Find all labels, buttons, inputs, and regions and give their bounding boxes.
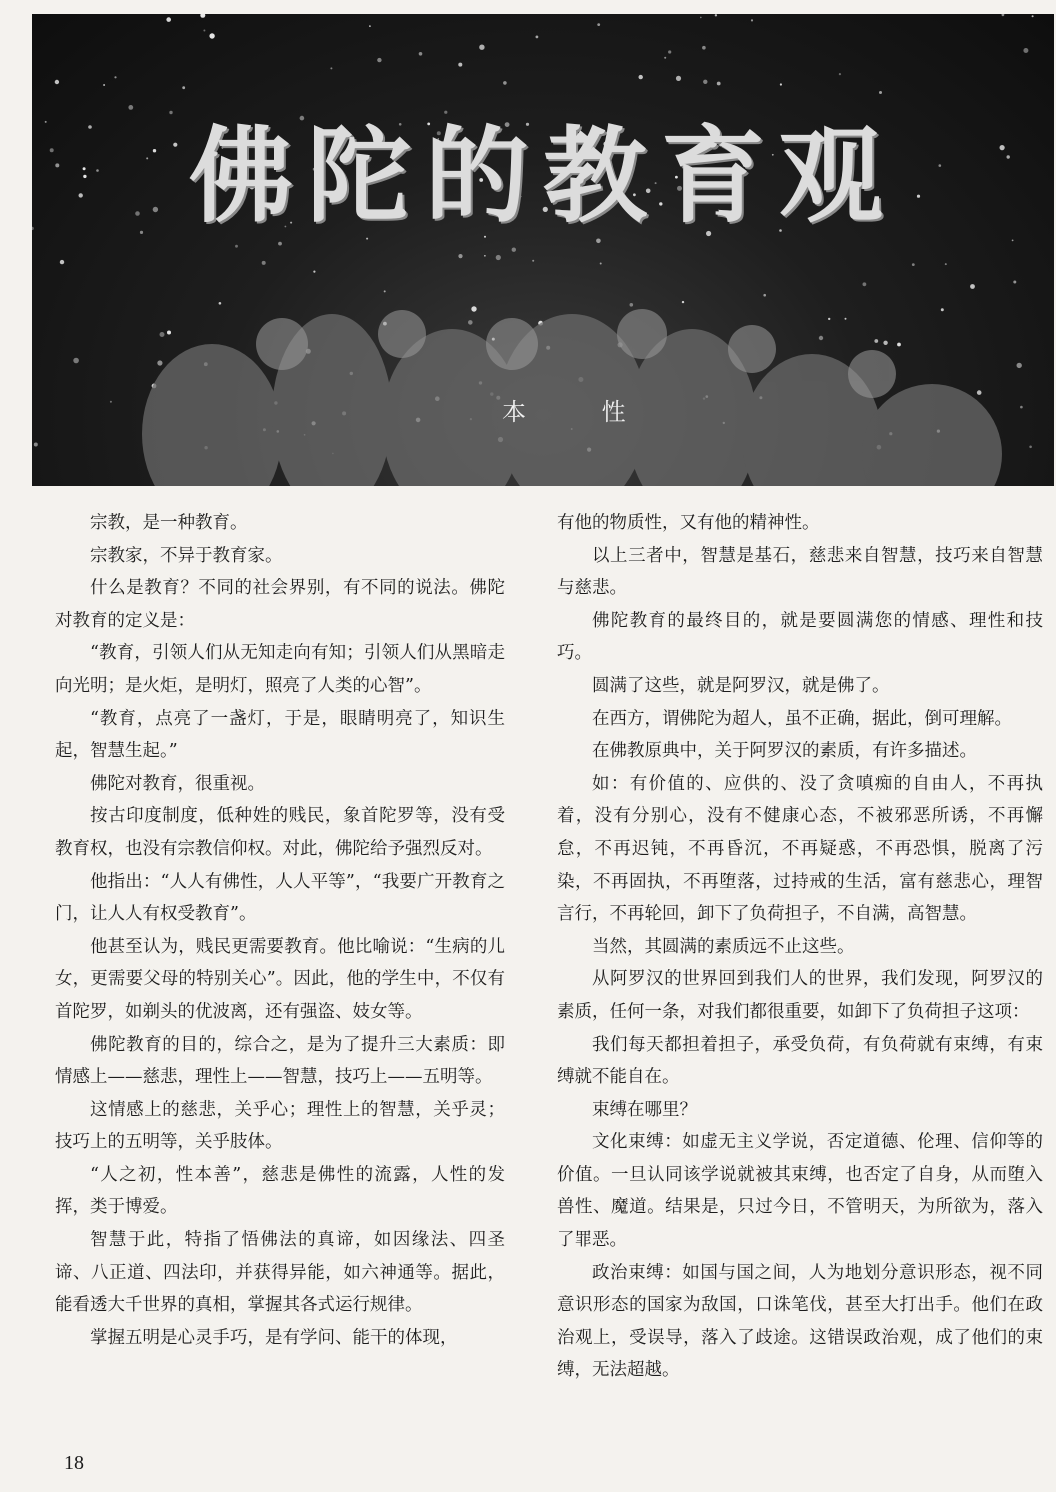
author-name: 本 性 bbox=[502, 398, 660, 426]
star-dot bbox=[819, 336, 823, 340]
star-dot bbox=[897, 343, 901, 347]
star-dot bbox=[751, 19, 753, 21]
star-dot bbox=[532, 260, 534, 262]
star-dot bbox=[200, 14, 205, 18]
paragraph: 按古印度制度，低种姓的贱民，象首陀罗等，没有受教育权，也没有宗教信仰权。对此，佛陀给予强烈反对。 bbox=[55, 806, 505, 859]
star-dot bbox=[828, 318, 830, 320]
star-dot bbox=[536, 36, 539, 39]
paragraph: 宗教家，不异于教育家。 bbox=[90, 545, 283, 566]
paragraph: 在佛教原典中，关于阿罗汉的素质，有许多描述。 bbox=[592, 741, 977, 762]
star-dot bbox=[103, 84, 105, 86]
star-dot bbox=[839, 73, 841, 75]
right-text-column bbox=[557, 507, 1043, 1387]
star-dot bbox=[780, 83, 782, 85]
star-dot bbox=[676, 76, 681, 81]
star-dot bbox=[1029, 446, 1032, 449]
paragraph: 佛陀对教育，很重视。 bbox=[90, 773, 265, 794]
star-dot bbox=[278, 242, 282, 246]
star-dot bbox=[235, 245, 238, 248]
star-dot bbox=[763, 294, 766, 297]
star-dot bbox=[384, 290, 386, 292]
star-dot bbox=[479, 45, 484, 50]
star-dot bbox=[219, 302, 222, 305]
paragraph: 以上三者中，智慧是基石，慈悲来自智慧，技巧来自智慧与慈悲。 bbox=[557, 545, 1043, 599]
star-dot bbox=[209, 33, 214, 38]
star-dot bbox=[34, 443, 38, 447]
star-dot bbox=[55, 80, 59, 84]
star-dot bbox=[157, 360, 162, 365]
star-dot bbox=[330, 67, 332, 69]
paragraph: 当然，其圆满的素质远不止这些。 bbox=[592, 936, 855, 957]
star-dot bbox=[166, 17, 171, 22]
star-dot bbox=[1023, 48, 1028, 53]
star-dot bbox=[1013, 281, 1016, 284]
star-dot bbox=[630, 303, 634, 307]
star-dot bbox=[668, 50, 671, 53]
star-dot bbox=[468, 320, 473, 325]
paragraph: 这情感上的慈悲，关乎心；理性上的智慧，关乎灵；技巧上的五明等，关乎肢体。 bbox=[55, 1099, 505, 1153]
star-dot bbox=[702, 46, 706, 50]
paragraph: 什么是教育？不同的社会界别，有不同的说法。佛陀对教育的定义是： bbox=[55, 578, 505, 631]
star-dot bbox=[471, 306, 476, 311]
star-dot bbox=[167, 331, 171, 335]
paragraph: 我们每天都担着担子，承受负荷，有负荷就有束缚，有束缚就不能自在。 bbox=[557, 1034, 1043, 1088]
paragraph: 佛陀教育的目的，综合之，是为了提升三大素质：即情感上——慈悲，理性上——智慧，技巧上——五明等。 bbox=[55, 1034, 505, 1088]
star-dot bbox=[703, 80, 707, 84]
paragraph: 宗教，是一种教育。 bbox=[90, 513, 248, 533]
star-dot bbox=[313, 271, 315, 273]
star-dot bbox=[945, 263, 947, 265]
star-dot bbox=[503, 81, 507, 85]
star-dot bbox=[369, 25, 371, 27]
paragraph: 圆满了这些，就是阿罗汉，就是佛了。 bbox=[592, 675, 890, 696]
star-dot bbox=[377, 58, 381, 62]
star-dot bbox=[1002, 14, 1005, 16]
star-dot bbox=[458, 254, 462, 258]
star-dot bbox=[114, 76, 116, 78]
page-number: 18 bbox=[64, 1452, 84, 1474]
paragraph: 他指出：“人人有佛性，人人平等”，“我要广开教育之门，让人人有权受教育”。 bbox=[55, 871, 505, 925]
star-dot bbox=[600, 263, 602, 265]
article-title: 佛陀的教育观 bbox=[188, 115, 897, 237]
left-text-column bbox=[55, 507, 505, 1354]
star-dot bbox=[717, 82, 721, 86]
paragraph: “教育，引领人们从无知走向有知；引领人们从黑暗走向光明；是火炬，是明灯，照亮了人类的心智”。 bbox=[55, 643, 505, 696]
star-dot bbox=[419, 52, 423, 56]
paragraph: 佛陀教育的最终目的，就是要圆满您的情感、理性和技巧。 bbox=[557, 610, 1043, 664]
star-dot bbox=[845, 318, 847, 320]
star-dot bbox=[700, 17, 702, 19]
star-dot bbox=[60, 260, 64, 264]
paragraph: “人之初，性本善”，慈悲是佛性的流露，人性的发挥，类于博爱。 bbox=[55, 1164, 505, 1218]
star-dot bbox=[664, 57, 666, 59]
star-dot bbox=[496, 255, 501, 260]
star-dot bbox=[715, 14, 717, 16]
paragraph: 从阿罗汉的世界回到我们人的世界，我们发现，阿罗汉的素质，任何一条，对我们都很重要，如卸下了负荷担子这项： bbox=[557, 969, 1043, 1022]
paragraph: 智慧于此，特指了悟佛法的真谛，如因缘法、四圣谛、八正道、四法印，并获得异能，如六神通等。据此，能看透大千世界的真相，掌握其各式运行规律。 bbox=[55, 1230, 505, 1316]
header-photo-banner bbox=[32, 14, 1054, 486]
star-dot bbox=[874, 339, 878, 343]
star-dot bbox=[1020, 406, 1023, 409]
star-dot bbox=[977, 390, 982, 395]
star-dot bbox=[203, 30, 205, 32]
paragraph: “教育，点亮了一盏灯，于是，眼睛明亮了，知识生起，智慧生起。” bbox=[55, 708, 505, 762]
star-dot bbox=[970, 284, 975, 289]
paragraph: 如：有价值的、应供的、没了贪嗔痴的自由人，不再执着，没有分别心，没有不健康心态，不被邪恶所诱，不再懈怠，不再迟钝，不再昏沉，不再疑惑，不再恐惧，脱离了污染，不再固执，不再堕落，过持戒的生活，富有慈悲心，理智言行，不再轮回，卸下了负荷担子，不自满，高智慧。 bbox=[557, 773, 1043, 925]
star-dot bbox=[262, 261, 266, 265]
star-dot bbox=[863, 282, 867, 286]
star-dot bbox=[512, 248, 516, 252]
paragraph: 他甚至认为，贱民更需要教育。他比喻说：“生病的儿女，更需要父母的特别关心”。因此，他的学生中，不仅有首陀罗，如剃头的优波离，还有强盗、妓女等。 bbox=[55, 936, 505, 1022]
star-dot bbox=[639, 75, 643, 79]
star-dot bbox=[682, 301, 684, 303]
star-dot bbox=[912, 263, 915, 266]
paragraph: 掌握五明是心灵手巧，是有学问、能干的体现， bbox=[90, 1327, 458, 1348]
paragraph-continuation: 有他的物质性，又有他的精神性。 bbox=[557, 513, 820, 533]
paragraph: 在西方，谓佛陀为超人，虽不正确，据此，倒可理解。 bbox=[592, 708, 1012, 729]
star-dot bbox=[941, 308, 944, 311]
paragraph: 政治束缚：如国与国之间，人为地划分意识形态，视不同意识形态的国家为敌国，口诛笔伐，甚至大打出手。他们在政治观上，受误导，落入了歧途。这错误政治观，成了他们的束缚，无法超越。 bbox=[557, 1262, 1043, 1381]
star-dot bbox=[73, 358, 79, 364]
star-dot bbox=[883, 341, 887, 345]
star-dot bbox=[1032, 15, 1034, 17]
star-dot bbox=[182, 86, 185, 89]
star-dot bbox=[110, 401, 112, 403]
paragraph: 文化束缚：如虚无主义学说，否定道德、伦理、信仰等的价值。一旦认同该学说就被其束缚，也否定了自身，从而堕入兽性、魔道。结果是，只过今日，不管明天，为所欲为，落入了罪恶。 bbox=[557, 1132, 1043, 1251]
star-dot bbox=[1017, 363, 1022, 368]
star-dot bbox=[484, 255, 486, 257]
star-dot bbox=[458, 63, 462, 67]
star-dot bbox=[160, 332, 165, 337]
paragraph: 束缚在哪里？ bbox=[592, 1099, 697, 1120]
star-dot bbox=[597, 23, 600, 26]
